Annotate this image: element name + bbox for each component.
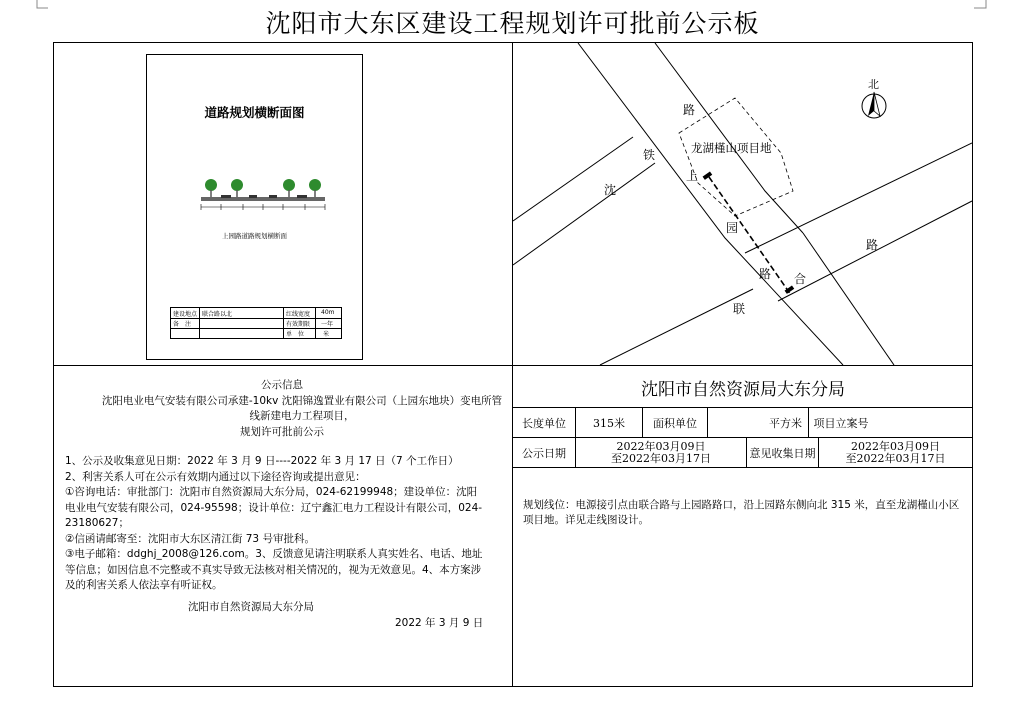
- road-label: 园: [726, 221, 739, 235]
- length-unit-value: 315米: [593, 416, 625, 430]
- info-cell: 备 注: [173, 321, 192, 328]
- north-label: 北: [868, 78, 879, 91]
- notice-item: 1、公示及收集意见日期：2022 年 3 月 9 日----2022 年 3 月 17 日（7 个工作日）: [65, 455, 459, 467]
- info-cell: 红线宽度: [286, 311, 311, 318]
- road-label: 路: [866, 238, 879, 252]
- road-edge: [600, 289, 753, 365]
- drawing-info-table: [170, 307, 342, 339]
- area-unit-value: 平方米: [769, 416, 802, 430]
- drawing-caption: 上园路道路规划横断面: [222, 232, 287, 240]
- notice-item: ①咨询电话：审批部门：沈阳市自然资源局大东分局，024-62199948；建设单位：沈阳电业电气安装有限公司，024-95598；设计单位：辽宁鑫汇电力工程设计有限公司，024-23180627；: [65, 486, 483, 529]
- route-description: 规划线位：电源接引点由联合路与上园路路口，沿上园路东侧向北 315 米，直至龙湖槿山小区项目地。详见走线图设计。: [523, 499, 960, 526]
- road-label: 路: [683, 103, 696, 117]
- info-cell: 单 位: [286, 331, 305, 338]
- info-cell: 联合路以北: [202, 311, 233, 318]
- date-line: 至2022年03月17日: [611, 451, 711, 465]
- notice-intro: 沈阳电业电气安装有限公司承建-10kv 沈阳锦逸置业有限公司（上园东地块）变电所管线新建电力工程项目，: [101, 394, 503, 422]
- info-cell: 40m: [321, 309, 335, 316]
- notice-date: 2022 年 3 月 9 日: [395, 617, 484, 629]
- opinion-date-value: [819, 438, 972, 467]
- road-cross-section-graphic: [197, 173, 327, 233]
- notice-item: ②信函请邮寄至：沈阳市大东区清江街 73 号审批科。: [65, 532, 315, 545]
- crop-mark-left: [36, 0, 50, 10]
- notice-signature: 沈阳市自然资源局大东分局: [188, 601, 314, 613]
- cable-route: [709, 177, 791, 295]
- project-site-boundary: [679, 98, 793, 216]
- road-section-drawing: [146, 54, 363, 360]
- opinion-date-label: 意见收集日期: [749, 446, 816, 460]
- page-title: 沈阳市大东区建设工程规划许可批前公示板: [265, 9, 760, 38]
- road-edge: [513, 163, 655, 265]
- site-label: 龙湖槿山项目地: [691, 141, 772, 155]
- road-label: 合: [794, 272, 807, 286]
- road-edge: [513, 137, 633, 221]
- road-edge: [803, 233, 894, 365]
- area-unit-label: 面积单位: [653, 416, 697, 430]
- road-edge: [578, 43, 843, 365]
- notice-date-value: [576, 438, 746, 467]
- info-cell: 有效期限: [286, 321, 311, 328]
- date-line: 至2022年03月17日: [845, 451, 946, 465]
- north-arrow-icon: [862, 92, 886, 118]
- notice-block: [53, 368, 511, 594]
- info-cell: 一年: [321, 321, 334, 328]
- road-label: 路: [759, 267, 772, 281]
- middle-divider: [53, 365, 973, 366]
- road-label: 铁: [643, 148, 656, 162]
- date-line: 2022年03月09日: [616, 439, 706, 453]
- notice-date-label: 公示日期: [522, 446, 566, 460]
- bureau-name: 沈阳市自然资源局大东分局: [641, 379, 845, 400]
- info-cell: 建设地点: [173, 311, 198, 318]
- notice-subheading: 规划许可批前公示: [240, 425, 324, 438]
- drawing-title: 道路规划横断面图: [204, 105, 305, 120]
- road-edge: [745, 143, 972, 253]
- notice-heading: 公示信息: [261, 379, 303, 391]
- date-line: 2022年03月09日: [851, 439, 940, 453]
- notice-item: 2、利害关系人可在公示有效期内通过以下途径咨询或提出意见：: [65, 470, 366, 483]
- length-unit-label: 长度单位: [522, 416, 566, 430]
- road-edge: [655, 43, 803, 233]
- info-cell: 米: [323, 331, 330, 338]
- road-label: 上: [686, 169, 699, 183]
- road-label: 联: [733, 302, 746, 316]
- road-label: 沈: [604, 183, 617, 197]
- crop-mark-right: [974, 0, 988, 10]
- notice-item: ③电子邮箱：ddghj_2008@126.com。3、反馈意见请注明联系人真实姓名、电话、地址等信息；如因信息不完整或不真实导致无法核对相关情况的，视为无效意见。4、本方案涉及的利害关系人依法享有听证权。: [65, 548, 483, 591]
- project-number-label: 项目立案号: [813, 416, 869, 430]
